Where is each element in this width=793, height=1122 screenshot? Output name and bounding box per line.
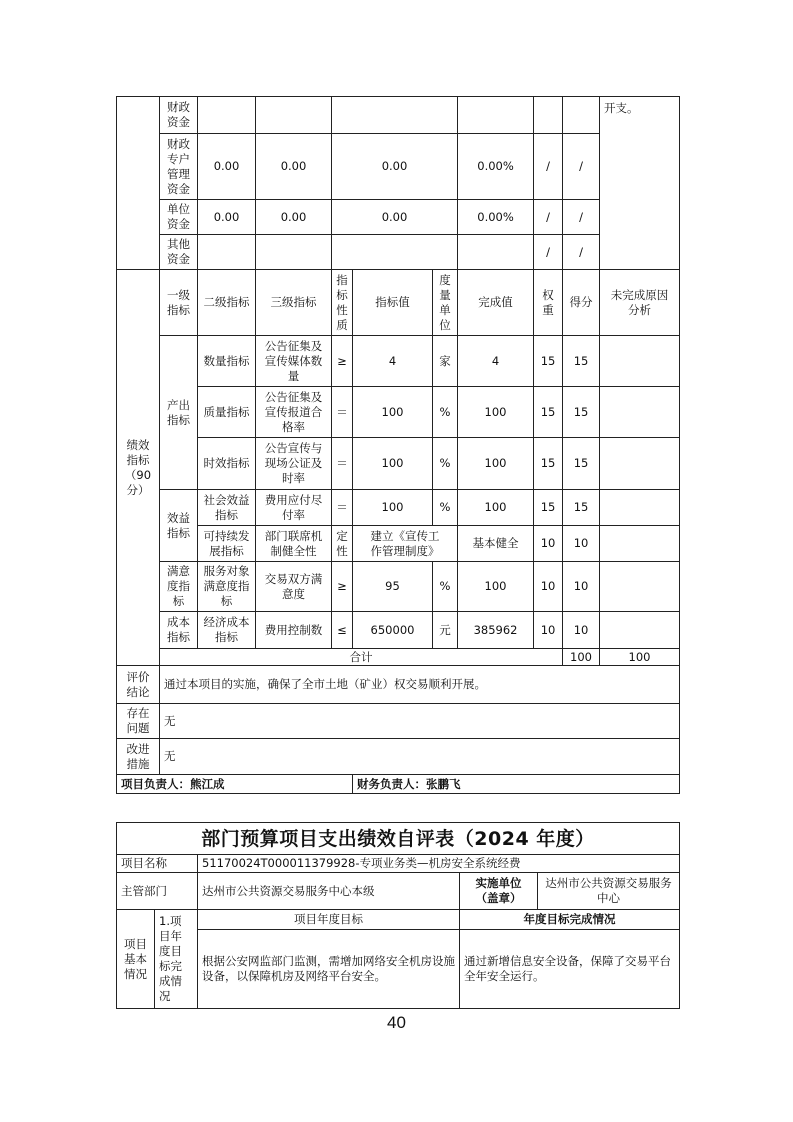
indicator-l2: 经济成本 指标 <box>198 612 256 649</box>
indicator-l2: 可持续发 展指标 <box>198 526 256 562</box>
indicator-l3: 公告征集及 宣传报道合 格率 <box>256 387 332 438</box>
fund-cell: 0.00% <box>458 200 534 235</box>
indicator-actual: 基本健全 <box>458 526 534 562</box>
indicator-weight: 15 <box>534 490 563 526</box>
indicator-actual: 100 <box>458 490 534 526</box>
group-satisfaction: 满意 度指 标 <box>160 562 198 612</box>
header-unit: 度 量 单 位 <box>433 270 458 336</box>
fund-cell <box>256 235 332 270</box>
fund-cell <box>332 97 458 134</box>
impl-unit-label: 实施单位 （盖章） <box>460 873 538 910</box>
indicator-score: 15 <box>563 336 600 387</box>
indicator-l3: 公告宣传与 现场公证及 时率 <box>256 438 332 490</box>
indicator-score: 15 <box>563 387 600 438</box>
done-text: 通过新增信息安全设备，保障了交易平台全年安全运行。 <box>460 930 680 1009</box>
header-value: 指标值 <box>353 270 433 336</box>
fund-cell <box>458 97 534 134</box>
indicator-unit: % <box>433 562 458 612</box>
indicator-actual: 100 <box>458 387 534 438</box>
indicator-reason <box>600 490 680 526</box>
total-weight: 100 <box>563 649 600 666</box>
indicator-weight: 15 <box>534 336 563 387</box>
indicator-actual: 4 <box>458 336 534 387</box>
indicator-value: 4 <box>353 336 433 387</box>
fund-cell: 0.00% <box>458 134 534 200</box>
finance-leader: 财务负责人：张鹏飞 <box>353 775 680 794</box>
indicator-l3: 费用应付尽 付率 <box>256 490 332 526</box>
indicator-nature: ≤ <box>332 612 353 649</box>
fund-cell: 0.00 <box>332 200 458 235</box>
done-header: 年度目标完成情况 <box>460 910 680 930</box>
improve-text: 无 <box>160 739 680 775</box>
fund-label: 财政 专户 管理 资金 <box>160 134 198 200</box>
indicator-l2: 服务对象 满意度指 标 <box>198 562 256 612</box>
indicator-value: 100 <box>353 387 433 438</box>
group-benefit: 效益 指标 <box>160 490 198 562</box>
total-label: 合计 <box>160 649 563 666</box>
performance-label: 绩效 指标 （90 分） <box>117 270 160 666</box>
indicator-reason <box>600 336 680 387</box>
fund-cell: / <box>534 134 563 200</box>
fund-cell: 0.00 <box>198 134 256 200</box>
indicator-unit: 元 <box>433 612 458 649</box>
group-output: 产出 指标 <box>160 336 198 490</box>
issues-text: 无 <box>160 704 680 739</box>
indicator-l3: 部门联席机 制健全性 <box>256 526 332 562</box>
indicator-score: 10 <box>563 562 600 612</box>
fund-cell <box>198 235 256 270</box>
indicator-l3: 公告征集及 宣传媒体数 量 <box>256 336 332 387</box>
fund-cell <box>563 97 600 134</box>
indicator-unit: 家 <box>433 336 458 387</box>
indicator-l2: 时效指标 <box>198 438 256 490</box>
fund-cell: 0.00 <box>256 200 332 235</box>
fund-cell <box>256 97 332 134</box>
indicator-value: 650000 <box>353 612 433 649</box>
impl-unit-value: 达州市公共资源交易服务 中心 <box>538 873 680 910</box>
indicator-unit: % <box>433 438 458 490</box>
indicator-nature: ＝ <box>332 490 353 526</box>
indicator-l2: 数量指标 <box>198 336 256 387</box>
goal-header: 项目年度目标 <box>198 910 460 930</box>
improve-label: 改进 措施 <box>117 739 160 775</box>
header-score: 得分 <box>563 270 600 336</box>
indicator-nature: ≥ <box>332 562 353 612</box>
goal-completion-label: 1.项 目年 度目 标完 成情 况 <box>155 910 198 1009</box>
indicator-value: 100 <box>353 490 433 526</box>
fund-cell: / <box>563 235 600 270</box>
indicator-value: 100 <box>353 438 433 490</box>
fund-cell <box>198 97 256 134</box>
fund-label: 单位 资金 <box>160 200 198 235</box>
indicator-reason <box>600 612 680 649</box>
dept-value: 达州市公共资源交易服务中心本级 <box>198 873 460 910</box>
indicator-l3: 费用控制数 <box>256 612 332 649</box>
indicator-value: 建立《宣传工 作管理制度》 <box>353 526 458 562</box>
indicator-reason <box>600 562 680 612</box>
indicator-weight: 10 <box>534 526 563 562</box>
header-level2: 二级指标 <box>198 270 256 336</box>
header-reason: 未完成原因 分析 <box>600 270 680 336</box>
indicator-nature: ＝ <box>332 387 353 438</box>
project-name-value: 51170024T000011379928-专项业务类—机房安全系统经费 <box>198 855 680 873</box>
fund-cell: 0.00 <box>198 200 256 235</box>
indicator-actual: 100 <box>458 438 534 490</box>
dept-label: 主管部门 <box>117 873 198 910</box>
indicator-weight: 15 <box>534 387 563 438</box>
header-weight: 权 重 <box>534 270 563 336</box>
indicator-weight: 10 <box>534 612 563 649</box>
indicator-actual: 100 <box>458 562 534 612</box>
indicator-value: 95 <box>353 562 433 612</box>
indicator-unit: % <box>433 387 458 438</box>
indicator-l2: 质量指标 <box>198 387 256 438</box>
project-leader: 项目负责人：熊江成 <box>117 775 353 794</box>
fund-cell <box>534 97 563 134</box>
issues-label: 存在 问题 <box>117 704 160 739</box>
fund-cell <box>332 235 458 270</box>
fund-cell: / <box>563 134 600 200</box>
header-level3: 三级指标 <box>256 270 332 336</box>
indicator-nature: ＝ <box>332 438 353 490</box>
fund-label: 其他 资金 <box>160 235 198 270</box>
project-name-label: 项目名称 <box>117 855 198 873</box>
blank-left-cell <box>117 97 160 270</box>
indicator-score: 10 <box>563 526 600 562</box>
group-cost: 成本 指标 <box>160 612 198 649</box>
indicator-nature: 定 性 <box>332 526 353 562</box>
total-score: 100 <box>600 649 680 666</box>
indicator-l2: 社会效益 指标 <box>198 490 256 526</box>
indicator-unit: % <box>433 490 458 526</box>
indicator-weight: 15 <box>534 438 563 490</box>
fund-note: 开支。 <box>600 97 680 270</box>
eval-text: 通过本项目的实施，确保了全市土地（矿业）权交易顺利开展。 <box>160 666 680 704</box>
header-actual: 完成值 <box>458 270 534 336</box>
indicator-actual: 385962 <box>458 612 534 649</box>
indicator-score: 15 <box>563 490 600 526</box>
indicator-score: 10 <box>563 612 600 649</box>
indicator-weight: 10 <box>534 562 563 612</box>
header-nature: 指 标 性 质 <box>332 270 353 336</box>
header-level1: 一级 指标 <box>160 270 198 336</box>
indicator-nature: ≥ <box>332 336 353 387</box>
eval-label: 评价 结论 <box>117 666 160 704</box>
fund-cell: / <box>534 200 563 235</box>
goal-text: 根据公安网监部门监测，需增加网络安全机房设施设备，以保障机房及网络平台安全。 <box>198 930 460 1009</box>
performance-table <box>116 96 680 794</box>
indicator-score: 15 <box>563 438 600 490</box>
fund-cell: 0.00 <box>256 134 332 200</box>
self-evaluation-table <box>116 822 680 1009</box>
fund-cell <box>458 235 534 270</box>
page-number: 40 <box>387 1013 406 1032</box>
basic-info-label: 项目 基本 情况 <box>117 910 155 1009</box>
indicator-l3: 交易双方满 意度 <box>256 562 332 612</box>
fund-cell: / <box>534 235 563 270</box>
fund-label: 财政 资金 <box>160 97 198 134</box>
indicator-reason <box>600 387 680 438</box>
form-title: 部门预算项目支出绩效自评表（2024 年度） <box>117 823 680 855</box>
indicator-reason <box>600 526 680 562</box>
fund-cell: / <box>563 200 600 235</box>
indicator-reason <box>600 438 680 490</box>
fund-cell: 0.00 <box>332 134 458 200</box>
